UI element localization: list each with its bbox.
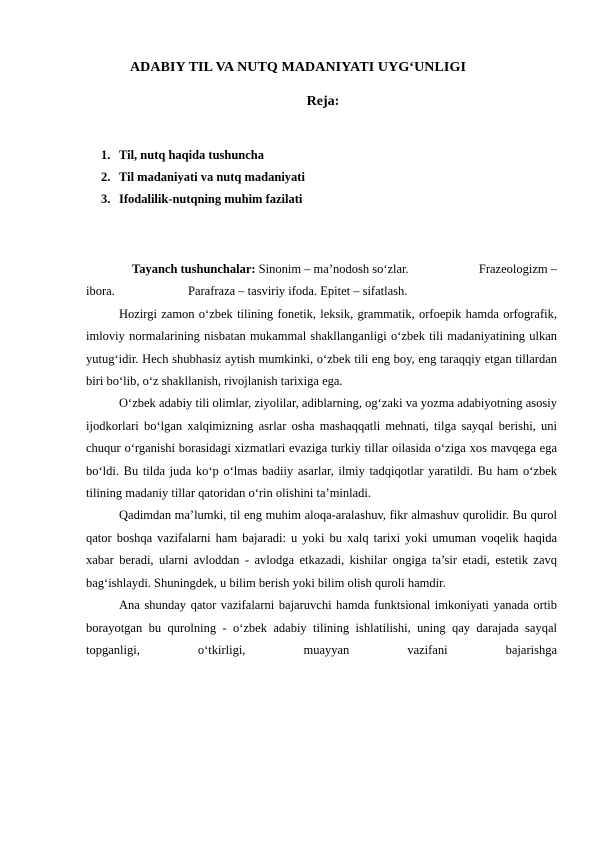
keyword-ibora: ibora.	[86, 284, 115, 299]
plan-heading: Reja:	[306, 94, 340, 109]
plan-item	[101, 166, 305, 188]
keywords-label: Tayanch tushunchalar:	[132, 262, 256, 276]
plan-item-text: Til, nutq haqida tushuncha	[119, 148, 264, 162]
plan-item-number: 2.	[101, 170, 111, 184]
document-body	[86, 258, 557, 661]
plan-list	[101, 144, 305, 210]
plan-item-number: 3.	[101, 192, 111, 206]
keywords-line	[86, 258, 557, 280]
plan-item-text: Til madaniyati va nutq madaniyati	[119, 170, 305, 184]
plan-item-number: 1.	[101, 148, 111, 162]
paragraph: Qadimdan ma’lumki, til eng muhim aloqa-aralashuv, fikr almashuv qurolidir. Bu qurol qator boshqa vazifalarni ham bajaradi: u yoki bu xalq tarixi yoki umuman voqelik haqida xabar beradi, ularni avloddan - avlodga etkazadi, kishilar ongiga ta’sir etadi, estetik zavq bag‘ishlaydi. Shuningdek, u bilim berish yoki bilim olish quroli hamdir.	[86, 508, 557, 590]
keyword-synonym: Sinonim – ma’nodosh so‘zlar.	[258, 262, 409, 276]
keyword-paraphrase-epithet: Parafraza – tasviriy ifoda. Epitet – sifatlash.	[188, 284, 408, 299]
document-title: ADABIY TIL VA NUTQ MADANIYATI UYG‘UNLIGI	[129, 60, 467, 75]
paragraph: Ana shunday qator vazifalarni bajaruvchi hamda funktsional imkoniyati yanada ortib borayotgan bu qurolning - o‘zbek adabiy tilining ishlatilishi, uning qay darajada sayqal topganligi, o‘tkirligi, muayyan vazifani bajarishga	[86, 598, 557, 657]
plan-item-text: Ifodalilik-nutqning muhim fazilati	[119, 192, 303, 206]
paragraph: Hozirgi zamon o‘zbek tilining fonetik, leksik, grammatik, orfoepik hamda orfografik, imloviy normalarining nisbatan mukammal shakllanganligi o‘zbek tili madaniyatining ulkan yutug‘idir. Hech shubhasiz aytish mumkinki, o‘zbek tili eng boy, eng taraqqiy etgan tillardan biri bo‘lib, o‘z shakllanish, rivojlanish tarixiga ega.	[86, 306, 557, 389]
keywords-line-continued	[86, 280, 557, 302]
keyword-phraseologism: Frazeologizm –	[478, 262, 557, 276]
plan-item	[101, 144, 305, 166]
plan-item	[101, 188, 305, 210]
paragraph: O‘zbek adabiy tili olimlar, ziyolilar, adiblarning, og‘zaki va yozma adabiyotning asosiy ijodkorlari bo‘lgan xalqimizning asrlar osha mashaqqatli mehnati, tilga sayqal berishi, uni chuqur o‘rganishi borasidagi xizmatlari evaziga turkiy tillar oilasida o‘ziga xos mavqega ega bo‘ldi. Bu tilda juda ko‘p o‘lmas badiiy asarlar, ilmiy tadqiqotlar yaratildi. Bu ham o‘zbek tilining madaniy tillar qatoridan o‘rin olishini ta’minladi.	[86, 396, 557, 501]
